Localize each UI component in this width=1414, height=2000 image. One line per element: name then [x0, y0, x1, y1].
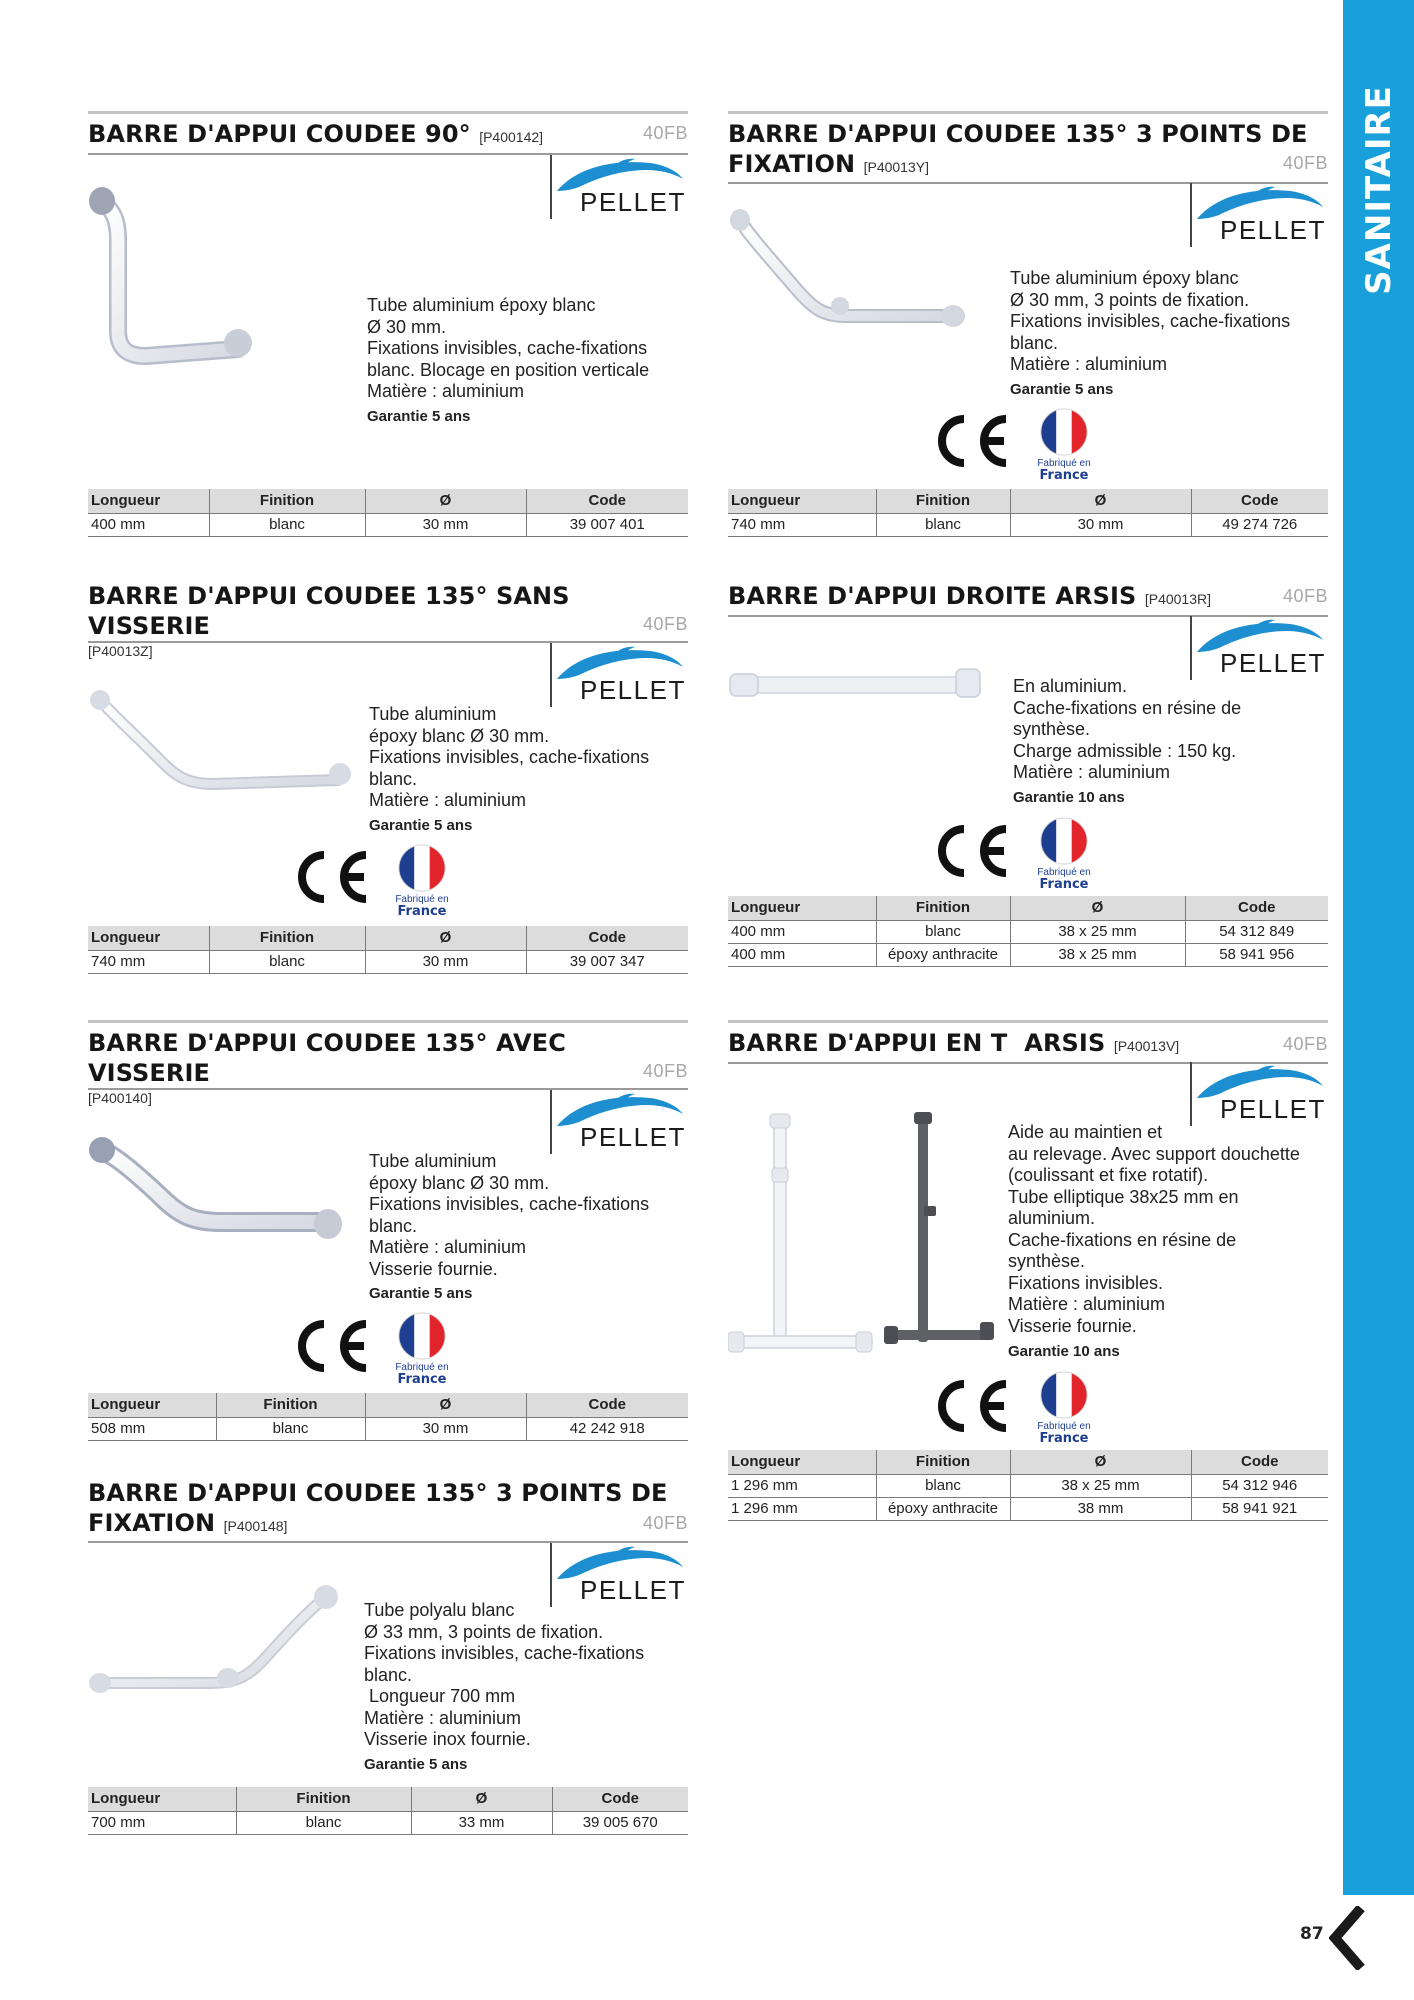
cell-finish: blanc — [209, 513, 365, 536]
cell-code: 58 941 921 — [1191, 1497, 1328, 1520]
spec-table — [88, 1393, 688, 1441]
spec-table — [728, 489, 1328, 537]
product-title-line2: FIXATION — [88, 1509, 216, 1537]
desc-line: Fixations invisibles, cache-fixations — [364, 1643, 645, 1663]
product-title: BARRE D'APPUI COUDEE 135° SANS VISSERIE — [88, 582, 570, 640]
cell-code: 42 242 918 — [526, 1417, 688, 1440]
fb-code: 40FB — [642, 1513, 688, 1533]
country-label: France — [397, 904, 447, 919]
warranty-label: Garantie 5 ans — [367, 408, 471, 425]
product-reference: [P400140] — [88, 1090, 152, 1106]
product-reference: [P400148] — [223, 1518, 288, 1534]
cell-diameter: 30 mm — [365, 513, 526, 536]
warranty-label: Garantie 5 ans — [369, 1285, 473, 1302]
desc-line: Matière : aluminium — [369, 1237, 527, 1257]
france-flag-icon — [1038, 816, 1090, 866]
brand-name: PELLET — [1220, 648, 1326, 678]
pellet-logo — [1190, 183, 1330, 247]
cell-diameter: 38 x 25 mm — [1010, 1474, 1191, 1497]
cell-finish: époxy anthracite — [876, 943, 1010, 966]
ce-mark-icon — [292, 1318, 372, 1374]
spec-table — [88, 489, 688, 537]
section-rule-top — [728, 1020, 1328, 1023]
col-header-length: Longueur — [728, 896, 876, 920]
product-description — [367, 295, 649, 403]
desc-line: synthèse. — [1008, 1251, 1086, 1271]
desc-line: Matière : aluminium — [1013, 762, 1171, 782]
ce-mark-icon — [932, 1378, 1012, 1434]
country-label: France — [1039, 1431, 1089, 1446]
product-image — [728, 661, 988, 711]
page-number: 87 — [1300, 1924, 1324, 1944]
product-barre-en-t-arsis — [728, 1020, 1328, 1525]
cell-finish: blanc — [236, 1811, 411, 1834]
france-flag-icon — [396, 1311, 448, 1361]
ce-mark-icon — [292, 849, 372, 905]
col-header-length: Longueur — [88, 1393, 216, 1417]
desc-line: Tube elliptique 38x25 mm en — [1008, 1186, 1239, 1207]
desc-line: Visserie inox fournie. — [364, 1729, 531, 1749]
country-label: France — [1039, 468, 1089, 483]
cell-code: 54 312 849 — [1185, 920, 1328, 943]
col-header-finish: Finition — [216, 1393, 365, 1417]
desc-line: au relevage. Avec support douchette — [1008, 1143, 1300, 1164]
desc-line: Charge admissible : 150 kg. — [1013, 740, 1237, 761]
country-label: France — [397, 1372, 447, 1387]
cell-code: 58 941 956 — [1185, 943, 1328, 966]
col-header-diameter: Ø — [1010, 896, 1185, 920]
desc-line: Tube aluminium — [369, 1151, 497, 1171]
product-image — [728, 1108, 998, 1358]
cell-length: 700 mm — [88, 1811, 236, 1834]
product-reference: [P40013R] — [1144, 591, 1212, 607]
pellet-logo — [550, 1543, 690, 1607]
col-header-diameter: Ø — [411, 1787, 552, 1811]
spec-table — [88, 1787, 688, 1835]
col-header-finish: Finition — [209, 489, 365, 513]
pellet-logo — [1190, 616, 1330, 680]
france-flag-icon — [396, 843, 448, 893]
cell-finish: époxy anthracite — [876, 1497, 1010, 1520]
product-title: BARRE D'APPUI EN T ARSIS — [728, 1029, 1106, 1057]
desc-line: blanc. — [369, 1215, 418, 1236]
desc-line: synthèse. — [1013, 719, 1091, 739]
col-header-code: Code — [526, 1393, 688, 1417]
fb-code: 40FB — [1282, 1034, 1328, 1054]
product-title: BARRE D'APPUI COUDEE 135° 3 POINTS DE — [728, 120, 1308, 148]
fb-code: 40FB — [1282, 586, 1328, 606]
fb-code: 40FB — [1282, 153, 1328, 173]
pellet-logo — [550, 155, 690, 219]
warranty-label: Garantie 5 ans — [364, 1756, 468, 1773]
desc-line: Ø 33 mm, 3 points de fixation. — [364, 1621, 604, 1642]
product-title-line2: FIXATION — [728, 150, 856, 178]
cell-code: 49 274 726 — [1191, 513, 1328, 536]
product-image — [88, 1132, 348, 1262]
desc-line: Matière : aluminium — [1008, 1294, 1166, 1314]
cell-finish: blanc — [876, 920, 1010, 943]
col-header-finish: Finition — [876, 1450, 1010, 1474]
section-name: SANITAIRE — [1358, 85, 1399, 295]
desc-line: (coulissant et fixe rotatif). — [1008, 1165, 1209, 1185]
desc-line: Tube aluminium — [369, 704, 497, 724]
cell-length: 400 mm — [88, 513, 209, 536]
desc-line: Visserie fournie. — [369, 1258, 498, 1279]
desc-line: Fixations invisibles. — [1008, 1272, 1164, 1293]
section-tab-label — [1343, 0, 1414, 400]
table-row — [728, 1497, 1328, 1520]
col-header-length: Longueur — [88, 1787, 236, 1811]
cell-diameter: 30 mm — [365, 1417, 526, 1440]
col-header-length: Longueur — [88, 489, 209, 513]
spec-table — [728, 1450, 1328, 1521]
product-description — [1008, 1122, 1300, 1337]
cell-length: 740 mm — [728, 513, 876, 536]
made-in-france-badge — [1034, 816, 1094, 890]
desc-line: blanc. — [369, 768, 418, 789]
cell-code: 39 007 401 — [526, 513, 688, 536]
desc-line: époxy blanc Ø 30 mm. — [369, 1172, 550, 1193]
table-row — [728, 943, 1328, 966]
section-rule-top — [728, 111, 1328, 114]
brand-name: PELLET — [580, 675, 686, 705]
made-in-label: Fabriqué en — [1037, 1421, 1091, 1432]
product-barre-droite-arsis — [728, 573, 1328, 978]
product-barre-coudee-135-3-points-polyalu — [88, 1473, 688, 1883]
brand-name: PELLET — [580, 1122, 686, 1152]
desc-line: Longueur 700 mm — [364, 1686, 516, 1706]
cell-finish: blanc — [876, 513, 1010, 536]
cell-finish: blanc — [876, 1474, 1010, 1497]
product-barre-coudee-135-3-points — [728, 111, 1328, 541]
made-in-france-badge — [1034, 1370, 1094, 1444]
desc-line: Cache-fixations en résine de — [1008, 1229, 1237, 1250]
fb-code: 40FB — [642, 1061, 688, 1081]
table-row — [88, 950, 688, 973]
col-header-code: Code — [526, 926, 688, 950]
warranty-label: Garantie 10 ans — [1008, 1343, 1120, 1360]
desc-line: Ø 30 mm, 3 points de fixation. — [1010, 289, 1250, 310]
country-label: France — [1039, 877, 1089, 892]
col-header-diameter: Ø — [365, 926, 526, 950]
col-header-finish: Finition — [876, 896, 1010, 920]
desc-line: aluminium. — [1008, 1208, 1096, 1228]
brand-name: PELLET — [1220, 215, 1326, 245]
made-in-label: Fabriqué en — [1037, 867, 1091, 878]
desc-line: Matière : aluminium — [369, 790, 527, 810]
spec-table — [728, 896, 1328, 967]
cell-length: 740 mm — [88, 950, 209, 973]
col-header-diameter: Ø — [365, 1393, 526, 1417]
product-reference: [P40013V] — [1113, 1038, 1180, 1054]
fb-code: 40FB — [642, 123, 688, 143]
desc-line: blanc. Blocage en position verticale — [367, 359, 650, 380]
table-row — [88, 1811, 688, 1834]
cell-diameter: 38 mm — [1010, 1497, 1191, 1520]
product-reference: [P400142] — [479, 129, 544, 145]
warranty-label: Garantie 5 ans — [1010, 381, 1114, 398]
product-barre-coudee-135-avec-visserie — [88, 1020, 688, 1440]
warranty-label: Garantie 10 ans — [1013, 789, 1125, 806]
france-flag-icon — [1038, 407, 1090, 457]
france-flag-icon — [1038, 1370, 1090, 1420]
cell-diameter: 30 mm — [365, 950, 526, 973]
cell-diameter: 33 mm — [411, 1811, 552, 1834]
desc-line: Aide au maintien et — [1008, 1122, 1163, 1142]
col-header-diameter: Ø — [1010, 1450, 1191, 1474]
cell-length: 400 mm — [728, 920, 876, 943]
col-header-finish: Finition — [876, 489, 1010, 513]
cell-diameter: 30 mm — [1010, 513, 1191, 536]
product-title: BARRE D'APPUI COUDEE 90° — [88, 120, 471, 148]
col-header-length: Longueur — [728, 1450, 876, 1474]
product-image — [88, 181, 268, 381]
desc-line: Matière : aluminium — [1010, 354, 1168, 374]
desc-line: Cache-fixations en résine de — [1013, 697, 1242, 718]
ce-mark-icon — [932, 413, 1012, 469]
col-header-length: Longueur — [728, 489, 876, 513]
col-header-code: Code — [1191, 489, 1328, 513]
cell-finish: blanc — [216, 1417, 365, 1440]
col-header-code: Code — [526, 489, 688, 513]
made-in-label: Fabriqué en — [395, 1362, 449, 1373]
warranty-label: Garantie 5 ans — [369, 817, 473, 834]
made-in-label: Fabriqué en — [1037, 458, 1091, 469]
desc-line: Matière : aluminium — [364, 1707, 522, 1728]
made-in-france-badge — [392, 843, 452, 917]
col-header-finish: Finition — [209, 926, 365, 950]
table-row — [728, 920, 1328, 943]
desc-line: blanc. — [364, 1664, 413, 1685]
cell-diameter: 38 x 25 mm — [1010, 943, 1185, 966]
cell-finish: blanc — [209, 950, 365, 973]
product-description — [364, 1600, 644, 1751]
desc-line: Tube aluminium époxy blanc — [367, 295, 596, 315]
made-in-france-badge — [1034, 407, 1094, 481]
brand-name: PELLET — [580, 1575, 686, 1605]
desc-line: Visserie fournie. — [1008, 1315, 1137, 1336]
cell-diameter: 38 x 25 mm — [1010, 920, 1185, 943]
table-row — [88, 1417, 688, 1440]
fb-code: 40FB — [642, 614, 688, 634]
cell-code: 39 005 670 — [552, 1811, 688, 1834]
brand-name: PELLET — [580, 187, 686, 217]
desc-line: époxy blanc Ø 30 mm. — [369, 725, 550, 746]
col-header-code: Code — [552, 1787, 688, 1811]
col-header-diameter: Ø — [1010, 489, 1191, 513]
product-title: BARRE D'APPUI DROITE ARSIS — [728, 582, 1137, 610]
pellet-logo — [550, 1090, 690, 1154]
product-description — [1013, 676, 1241, 784]
col-header-length: Longueur — [88, 926, 209, 950]
section-rule-top — [88, 1020, 688, 1023]
product-reference: [P40013Y] — [863, 159, 929, 175]
cell-code: 54 312 946 — [1191, 1474, 1328, 1497]
cell-length: 1 296 mm — [728, 1497, 876, 1520]
desc-line: Matière : aluminium — [367, 381, 525, 401]
desc-line: Fixations invisibles, cache-fixations — [1010, 311, 1291, 331]
section-rule-top — [88, 111, 688, 114]
product-image — [728, 206, 978, 356]
pellet-logo — [1190, 1062, 1330, 1126]
desc-line: En aluminium. — [1013, 676, 1128, 696]
desc-line: Fixations invisibles, cache-fixations — [369, 747, 650, 767]
cell-length: 508 mm — [88, 1417, 216, 1440]
cell-length: 400 mm — [728, 943, 876, 966]
product-barre-coudee-135-sans-visserie — [88, 573, 688, 978]
pellet-logo — [550, 643, 690, 707]
product-title: BARRE D'APPUI COUDEE 135° 3 POINTS DE — [88, 1479, 668, 1507]
product-description — [1010, 268, 1290, 376]
ce-mark-icon — [932, 823, 1012, 879]
col-header-diameter: Ø — [365, 489, 526, 513]
desc-line: Tube aluminium époxy blanc — [1010, 268, 1239, 288]
table-row — [88, 513, 688, 536]
brand-name: PELLET — [1220, 1094, 1326, 1124]
desc-line: Ø 30 mm. — [367, 316, 447, 337]
col-header-code: Code — [1185, 896, 1328, 920]
product-description — [369, 1151, 649, 1280]
product-title: BARRE D'APPUI COUDEE 135° AVEC VISSERIE — [88, 1029, 566, 1087]
col-header-finish: Finition — [236, 1787, 411, 1811]
table-row — [728, 513, 1328, 536]
desc-line: blanc. — [1010, 332, 1059, 353]
spec-table — [88, 926, 688, 974]
product-description — [369, 704, 649, 812]
desc-line: Fixations invisibles, cache-fixations — [367, 338, 648, 358]
page-chevron-icon — [1329, 1906, 1365, 1970]
desc-line: Fixations invisibles, cache-fixations — [369, 1194, 650, 1214]
desc-line: Tube polyalu blanc — [364, 1600, 515, 1620]
cell-code: 39 007 347 — [526, 950, 688, 973]
product-image — [88, 688, 358, 818]
made-in-france-badge — [392, 1311, 452, 1385]
product-reference: [P40013Z] — [88, 643, 153, 659]
col-header-code: Code — [1191, 1450, 1328, 1474]
product-image — [88, 1583, 348, 1703]
table-row — [728, 1474, 1328, 1497]
product-barre-coudee-90 — [88, 111, 688, 541]
cell-length: 1 296 mm — [728, 1474, 876, 1497]
made-in-label: Fabriqué en — [395, 894, 449, 905]
